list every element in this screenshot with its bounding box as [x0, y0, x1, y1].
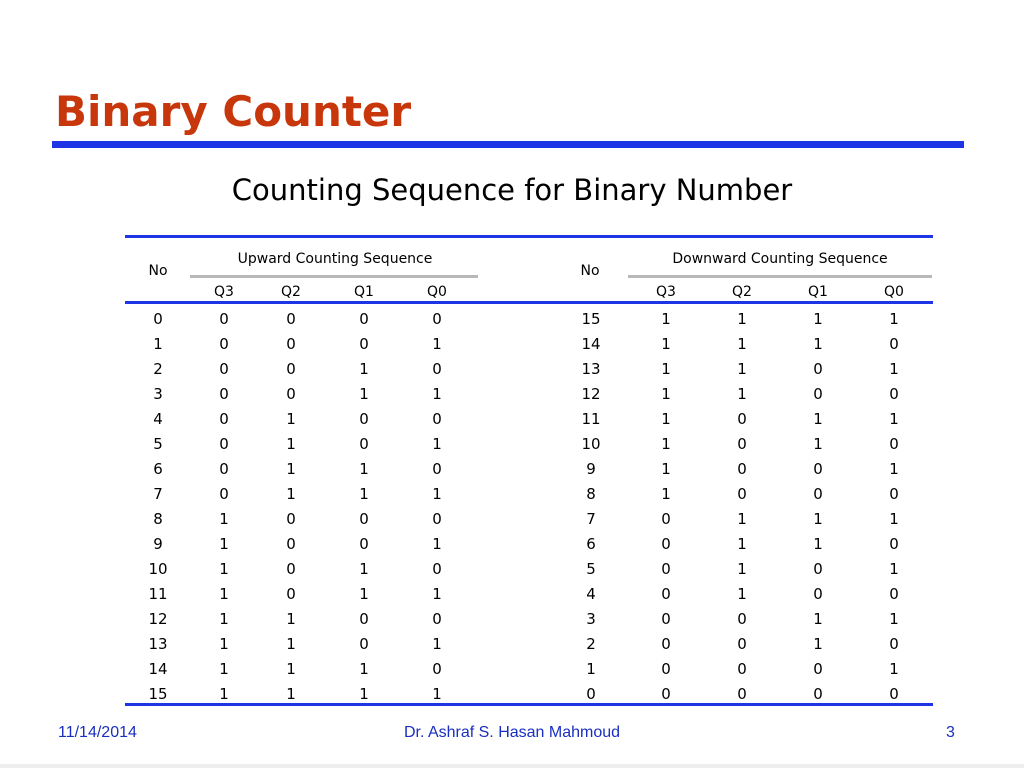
table-cell: 0: [219, 335, 229, 353]
footer-page-number: 3: [946, 724, 955, 741]
table-cell: 1: [432, 335, 442, 353]
table-cell: 1: [586, 660, 596, 678]
header-down-q0: Q0: [884, 284, 904, 300]
table-cell: 0: [432, 360, 442, 378]
table-cell: 2: [153, 360, 163, 378]
table-cell: 1: [219, 510, 229, 528]
table-cell: 1: [286, 685, 296, 703]
table-cell: 0: [661, 535, 671, 553]
table-cell: 6: [153, 460, 163, 478]
table-cell: 0: [586, 685, 596, 703]
table-cell: 0: [889, 585, 899, 603]
table-cell: 0: [286, 535, 296, 553]
table-cell: 1: [286, 410, 296, 428]
table-cell: 1: [432, 535, 442, 553]
table-cell: 1: [359, 385, 369, 403]
table-cell: 1: [661, 485, 671, 503]
table-cell: 0: [219, 460, 229, 478]
table-cell: 1: [737, 535, 747, 553]
table-cell: 0: [737, 685, 747, 703]
table-cell: 1: [889, 410, 899, 428]
table-cell: 10: [148, 560, 168, 578]
table-cell: 1: [889, 460, 899, 478]
table-cell: 0: [889, 385, 899, 403]
table-cell: 0: [432, 460, 442, 478]
table-cell: 1: [889, 510, 899, 528]
table-cell: 0: [359, 410, 369, 428]
table-cell: 1: [219, 685, 229, 703]
table-cell: 0: [813, 585, 823, 603]
table-cell: 0: [219, 360, 229, 378]
table-cell: 0: [661, 610, 671, 628]
table-cell: 1: [432, 385, 442, 403]
table-cell: 0: [219, 310, 229, 328]
table-cell: 0: [661, 685, 671, 703]
table-caption: Counting Sequence for Binary Number: [231, 173, 793, 207]
upward-group-rule: [190, 275, 478, 278]
table-cell: 0: [889, 335, 899, 353]
table-cell: 8: [586, 485, 596, 503]
table-cell: 0: [813, 485, 823, 503]
table-cell: 1: [432, 485, 442, 503]
table-cell: 0: [737, 485, 747, 503]
table-cell: 0: [737, 460, 747, 478]
table-cell: 0: [359, 635, 369, 653]
table-top-rule: [125, 235, 933, 238]
table-cell: 0: [737, 635, 747, 653]
table-cell: 1: [737, 335, 747, 353]
table-cell: 0: [286, 360, 296, 378]
table-cell: 0: [661, 635, 671, 653]
table-cell: 7: [586, 510, 596, 528]
table-cell: 1: [359, 360, 369, 378]
downward-group-rule: [628, 275, 932, 278]
header-up-q2: Q2: [281, 284, 301, 300]
table-cell: 1: [737, 385, 747, 403]
table-cell: 0: [889, 685, 899, 703]
table-cell: 6: [586, 535, 596, 553]
table-cell: 1: [737, 510, 747, 528]
header-down-q2: Q2: [732, 284, 752, 300]
table-cell: 1: [661, 310, 671, 328]
table-cell: 1: [153, 335, 163, 353]
table-cell: 1: [219, 635, 229, 653]
table-cell: 13: [148, 635, 168, 653]
table-cell: 1: [432, 685, 442, 703]
table-cell: 1: [359, 460, 369, 478]
table-cell: 1: [813, 310, 823, 328]
table-cell: 0: [813, 660, 823, 678]
table-cell: 0: [219, 485, 229, 503]
table-cell: 14: [581, 335, 601, 353]
table-cell: 1: [661, 360, 671, 378]
table-cell: 0: [432, 310, 442, 328]
downward-sequence-title: Downward Counting Sequence: [672, 251, 888, 267]
table-cell: 0: [286, 560, 296, 578]
table-cell: 1: [737, 560, 747, 578]
table-cell: 1: [661, 435, 671, 453]
table-cell: 0: [286, 310, 296, 328]
table-cell: 1: [286, 610, 296, 628]
table-cell: 0: [813, 385, 823, 403]
bottom-band: [0, 764, 1024, 768]
table-cell: 1: [286, 485, 296, 503]
table-cell: 0: [432, 660, 442, 678]
table-cell: 0: [286, 385, 296, 403]
table-cell: 0: [432, 610, 442, 628]
table-cell: 0: [219, 435, 229, 453]
table-cell: 0: [153, 310, 163, 328]
table-cell: 0: [661, 660, 671, 678]
header-up-q1: Q1: [354, 284, 374, 300]
table-cell: 0: [737, 435, 747, 453]
table-cell: 0: [359, 610, 369, 628]
table-cell: 1: [661, 385, 671, 403]
table-cell: 8: [153, 510, 163, 528]
table-cell: 1: [661, 410, 671, 428]
table-cell: 0: [432, 560, 442, 578]
table-cell: 0: [286, 335, 296, 353]
table-cell: 1: [813, 610, 823, 628]
header-no-down: No: [580, 263, 600, 279]
table-cell: 1: [889, 610, 899, 628]
table-cell: 4: [153, 410, 163, 428]
table-cell: 1: [813, 335, 823, 353]
table-cell: 0: [737, 610, 747, 628]
table-cell: 1: [359, 685, 369, 703]
header-up-q0: Q0: [427, 284, 447, 300]
footer-date: 11/14/2014: [58, 724, 137, 741]
table-cell: 0: [737, 410, 747, 428]
table-cell: 1: [432, 435, 442, 453]
table-cell: 0: [661, 585, 671, 603]
table-cell: 3: [586, 610, 596, 628]
table-cell: 4: [586, 585, 596, 603]
table-cell: 0: [359, 310, 369, 328]
table-cell: 0: [889, 435, 899, 453]
table-cell: 1: [219, 535, 229, 553]
table-cell: 0: [359, 510, 369, 528]
table-cell: 1: [286, 435, 296, 453]
table-cell: 5: [153, 435, 163, 453]
table-cell: 0: [359, 335, 369, 353]
table-cell: 1: [813, 535, 823, 553]
table-cell: 1: [813, 635, 823, 653]
table-cell: 0: [432, 510, 442, 528]
table-cell: 1: [359, 660, 369, 678]
table-cell: 1: [219, 585, 229, 603]
table-cell: 1: [737, 360, 747, 378]
table-cell: 2: [586, 635, 596, 653]
table-cell: 14: [148, 660, 168, 678]
table-cell: 9: [586, 460, 596, 478]
header-no-up: No: [148, 263, 168, 279]
table-cell: 12: [148, 610, 168, 628]
table-cell: 0: [432, 410, 442, 428]
table-cell: 15: [581, 310, 601, 328]
header-down-q1: Q1: [808, 284, 828, 300]
table-cell: 1: [889, 560, 899, 578]
table-cell: 1: [359, 560, 369, 578]
table-cell: 7: [153, 485, 163, 503]
table-cell: 1: [813, 510, 823, 528]
table-cell: 1: [432, 585, 442, 603]
table-cell: 0: [359, 435, 369, 453]
header-down-q3: Q3: [656, 284, 676, 300]
slide-title: Binary Counter: [55, 87, 412, 136]
table-cell: 1: [661, 335, 671, 353]
table-cell: 0: [813, 360, 823, 378]
table-cell: 1: [813, 410, 823, 428]
table-cell: 0: [286, 510, 296, 528]
table-cell: 1: [737, 310, 747, 328]
table-cell: 1: [286, 660, 296, 678]
table-cell: 0: [813, 685, 823, 703]
upward-sequence-title: Upward Counting Sequence: [237, 251, 433, 267]
table-cell: 1: [286, 635, 296, 653]
footer-author: Dr. Ashraf S. Hasan Mahmoud: [403, 724, 621, 741]
table-cell: 5: [586, 560, 596, 578]
table-cell: 1: [432, 635, 442, 653]
table-cell: 11: [581, 410, 601, 428]
table-cell: 9: [153, 535, 163, 553]
table-cell: 0: [889, 535, 899, 553]
table-cell: 0: [219, 410, 229, 428]
table-cell: 1: [219, 560, 229, 578]
table-cell: 13: [581, 360, 601, 378]
table-cell: 0: [813, 460, 823, 478]
table-cell: 0: [219, 385, 229, 403]
title-underline: [52, 141, 964, 148]
table-cell: 1: [889, 310, 899, 328]
table-cell: 1: [813, 435, 823, 453]
table-cell: 1: [661, 460, 671, 478]
table-cell: 0: [359, 535, 369, 553]
table-cell: 1: [889, 360, 899, 378]
table-cell: 0: [889, 485, 899, 503]
table-cell: 1: [737, 585, 747, 603]
table-cell: 11: [148, 585, 168, 603]
table-cell: 0: [286, 585, 296, 603]
table-cell: 1: [359, 485, 369, 503]
table-cell: 1: [219, 660, 229, 678]
table-cell: 10: [581, 435, 601, 453]
table-cell: 12: [581, 385, 601, 403]
table-cell: 0: [661, 560, 671, 578]
table-cell: 1: [219, 610, 229, 628]
header-up-q3: Q3: [214, 284, 234, 300]
table-cell: 3: [153, 385, 163, 403]
table-cell: 1: [286, 460, 296, 478]
table-cell: 0: [737, 660, 747, 678]
table-cell: 15: [148, 685, 168, 703]
table-cell: 1: [359, 585, 369, 603]
table-cell: 0: [889, 635, 899, 653]
table-cell: 1: [889, 660, 899, 678]
table-cell: 0: [813, 560, 823, 578]
table-cell: 0: [661, 510, 671, 528]
